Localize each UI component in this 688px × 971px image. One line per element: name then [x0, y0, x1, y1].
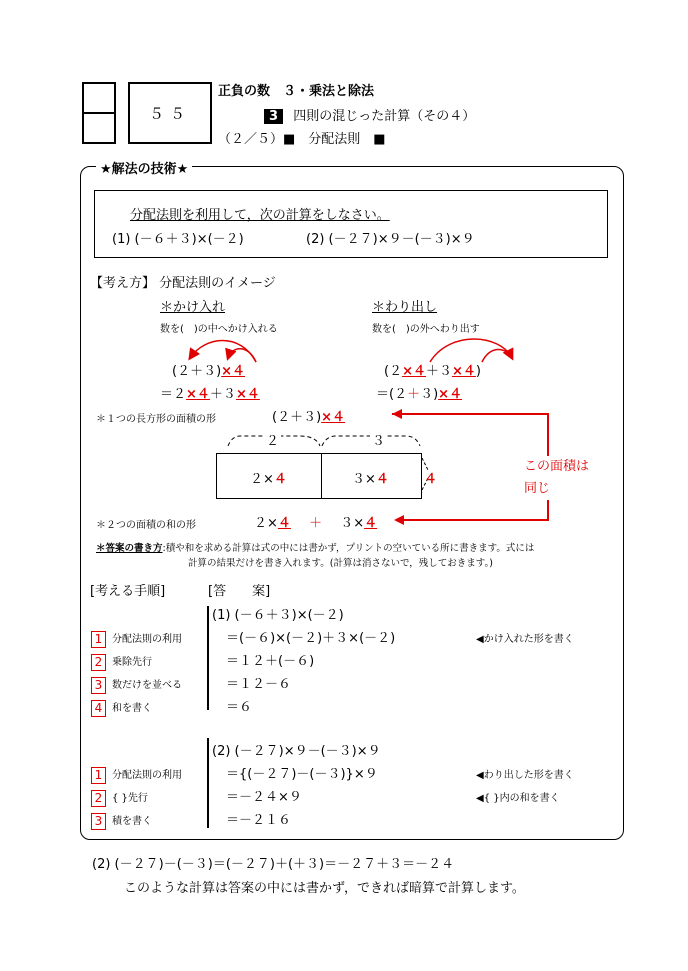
- p2-step-label: 分配法則の利用: [112, 770, 182, 781]
- p1-step-expr: ＝(－６)×(－２)＋３×(－２): [226, 631, 396, 646]
- step-number-box: 2: [91, 790, 106, 807]
- p2-step-label: 積を書く: [112, 816, 152, 827]
- rect1-label: ＊１つの長方形の面積の形: [96, 414, 216, 425]
- p2-step-number: [91, 764, 106, 784]
- same-area-note: この面積は 同じ: [522, 456, 591, 500]
- footer-line-1: (2) (－２７)－(－３)＝(－２７)＋(＋３)＝－２７＋３＝－２４: [92, 857, 455, 872]
- p1-step-label: 乗除先行: [112, 657, 152, 668]
- footer-line-2: このような計算は答案の中には書かず，できれば暗算で計算します。: [124, 881, 525, 896]
- kakeire-expr-1: [172, 360, 245, 379]
- p1-title: (1) (－６＋３)×(－２): [212, 608, 344, 623]
- answer-note-text-1: :積や和を求める計算は式の中には書かず，プリントの空いている所に書きます。式には: [162, 543, 535, 554]
- p1-step-number: [91, 697, 106, 717]
- problem-box: [94, 190, 608, 258]
- p2-step-note: ◀わり出した形を書く: [476, 770, 574, 781]
- technique-title: ★解法の技術★: [96, 158, 192, 177]
- problem-q1: (1) (－６＋３)×(－２): [112, 232, 244, 247]
- answer-heading: [答 案]: [208, 584, 271, 599]
- answer-note-1: [96, 540, 534, 554]
- problem-instruction: 分配法則を利用して，次の計算をしなさい。: [130, 208, 390, 223]
- p1-step-note: ◀かけ入れた形を書く: [476, 634, 574, 645]
- p1-step-number: [91, 651, 106, 671]
- section-number: 3: [264, 109, 283, 124]
- dim-label-2: ２: [264, 430, 281, 449]
- section-line: [264, 105, 475, 124]
- p2-step-number: [91, 810, 106, 830]
- technique-frame: [80, 166, 624, 840]
- p1-step-label: 数だけを並べる: [112, 680, 182, 691]
- area-rect-divider: [321, 453, 322, 499]
- area-cell-1-four: ４: [273, 472, 287, 487]
- answer-divider-2: [207, 738, 209, 828]
- area-cell-2-text: ３×: [352, 472, 376, 487]
- warida-desc: 数を( )の外へわり出す: [372, 324, 480, 335]
- step-number-box: 1: [91, 631, 106, 648]
- step-number-box: 1: [91, 767, 106, 784]
- rect2-expr-left: ２×: [254, 516, 278, 531]
- dim-label-3: ３: [370, 430, 387, 449]
- warida-expr-2: ＝(２＋３)×４: [376, 387, 463, 402]
- kakeire-desc: 数を( )の中へかけ入れる: [160, 324, 278, 335]
- area-cell-2: [352, 468, 389, 487]
- p2-step-number: [91, 787, 106, 807]
- kakeire-expr-1-paren: (２＋３): [172, 364, 222, 379]
- p2-step-expr: ＝{(－２７)－(－３)}×９: [226, 767, 378, 782]
- p2-title: (2) (－２７)×９－(－３)×９: [212, 744, 381, 759]
- area-rect: [216, 453, 422, 499]
- area-cell-1: [250, 468, 287, 487]
- answer-note-2: 計算の結果だけを書き入れます。(計算は消さないで，残しておきます。): [188, 558, 493, 569]
- rect2-expr-left-four: ４: [277, 516, 291, 531]
- rect2-expr-plus: ＋: [309, 516, 323, 531]
- step-number-box: 3: [91, 813, 106, 830]
- p2-step-expr: ＝－２１６: [226, 813, 292, 828]
- steps-heading: [考える手順]: [90, 584, 166, 599]
- warida-title: ＊わり出し: [372, 300, 438, 315]
- rect2-expr-right: ３×: [340, 516, 365, 531]
- p1-step-label: 分配法則の利用: [112, 634, 182, 645]
- progress-line: （２／５）■ 分配法則 ■: [218, 132, 386, 147]
- rect1-expr: [272, 406, 345, 425]
- p2-step-expr: ＝－２４×９: [226, 790, 302, 805]
- step-number-box: 3: [91, 677, 106, 694]
- area-cell-2-four: ４: [375, 472, 389, 487]
- rect1-expr-paren: (２＋３): [272, 410, 322, 425]
- lesson-box-divider: [84, 112, 114, 114]
- kakeire-expr-2: ＝２×４＋３×４: [160, 387, 260, 402]
- p1-step-expr: ＝６: [226, 700, 253, 715]
- kakeire-title: ＊かけ入れ: [160, 300, 226, 315]
- answer-note-title: ＊答案の書き方: [96, 543, 163, 554]
- step-number-box: 2: [91, 654, 106, 671]
- rect2-expr: [254, 512, 377, 531]
- step-number-box: 4: [91, 700, 106, 717]
- answer-divider-1: [207, 606, 209, 710]
- lesson-number: ５５: [148, 105, 191, 123]
- concept-heading: 【考え方】 分配法則のイメージ: [90, 276, 276, 291]
- p2-step-label: { }先行: [112, 793, 148, 804]
- area-cell-1-text: ２×: [250, 472, 274, 487]
- p1-step-label: 和を書く: [112, 703, 152, 714]
- section-title: 四則の混じった計算（その４）: [293, 109, 476, 124]
- problem-q2: (2) (－２７)×９－(－３)×９: [306, 232, 475, 247]
- p1-step-number: [91, 674, 106, 694]
- chapter-title: 正負の数 ３・乗法と除法: [218, 84, 375, 99]
- p1-step-expr: ＝１２＋(－６): [226, 654, 315, 669]
- warida-expr-1: (２×４＋３×４): [384, 364, 481, 379]
- rect2-label: ＊２つの面積の和の形: [96, 520, 196, 531]
- kakeire-expr-1-times: ×４: [221, 364, 246, 379]
- p2-step-note: ◀{ }内の和を書く: [476, 793, 560, 804]
- p1-step-number: [91, 628, 106, 648]
- area-height-label: ４: [424, 472, 438, 487]
- rect2-expr-right-four: ４: [364, 516, 378, 531]
- rect1-expr-times: ×４: [321, 410, 346, 425]
- p1-step-expr: ＝１２－６: [226, 677, 292, 692]
